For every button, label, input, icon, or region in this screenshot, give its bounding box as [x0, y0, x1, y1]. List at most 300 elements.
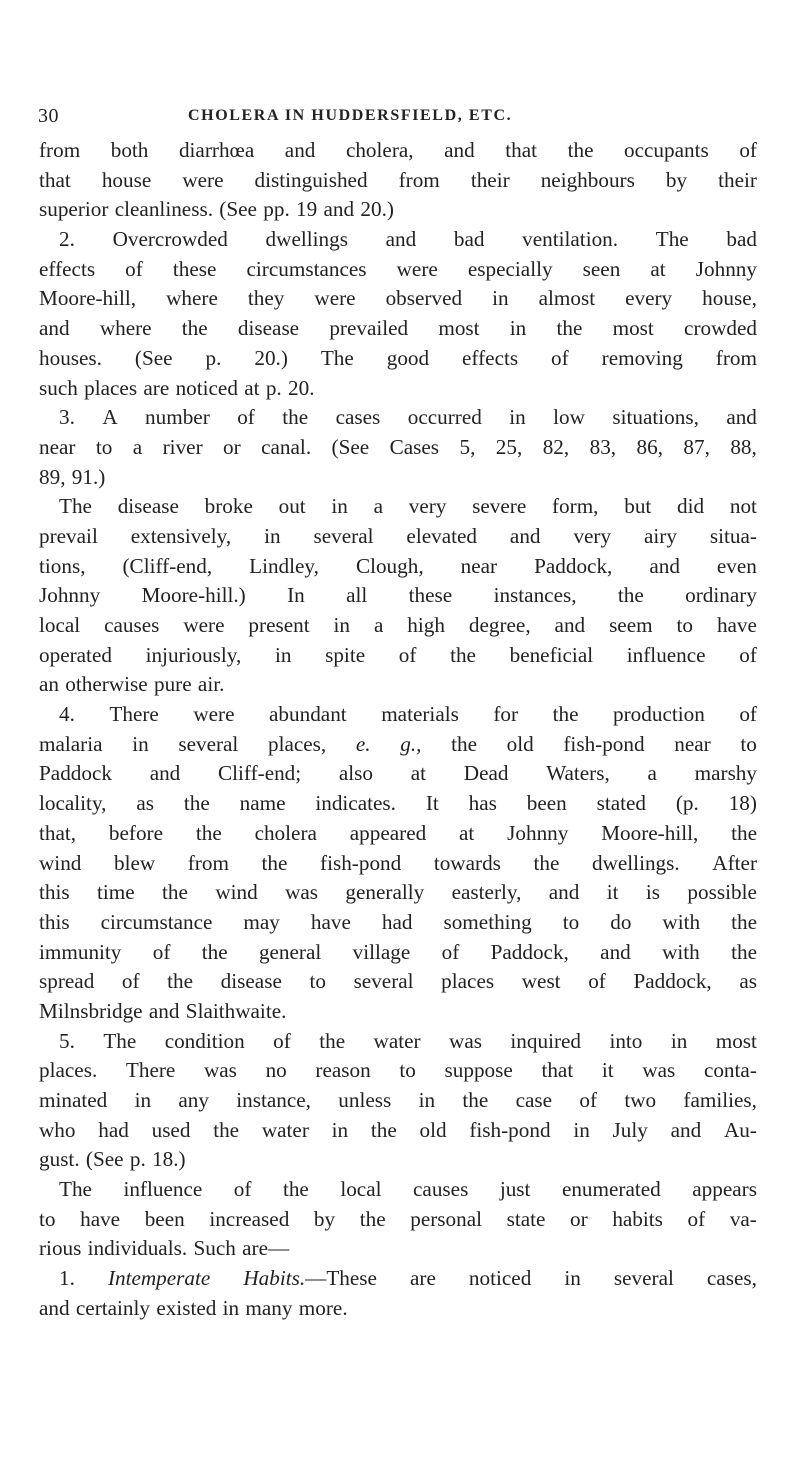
word: fish-pond: [320, 850, 402, 875]
page-header: [0, 104, 800, 128]
word: ordinary: [685, 583, 757, 608]
word: the: [181, 316, 208, 341]
word: near: [39, 434, 76, 459]
word: 87,: [683, 434, 710, 459]
word: are: [410, 1266, 436, 1291]
word: and: [649, 553, 680, 578]
word: where: [99, 316, 152, 341]
word: of: [441, 939, 460, 964]
word: situations,: [612, 405, 699, 430]
word: been: [144, 1206, 185, 1231]
word: towards: [433, 850, 501, 875]
word: families,: [683, 1088, 757, 1112]
text-line: [39, 641, 757, 671]
word: the: [731, 909, 757, 934]
word: that: [541, 1058, 574, 1083]
word: case: [515, 1088, 553, 1112]
word: ventilation.: [522, 227, 619, 252]
word: There: [109, 702, 159, 727]
word: just: [499, 1177, 531, 1202]
word: e.: [355, 731, 371, 756]
word: influence: [626, 642, 706, 667]
text-line: [39, 433, 757, 463]
text-line: [39, 255, 757, 285]
word: malaria: [39, 731, 103, 756]
word: gust.: [39, 1147, 80, 1172]
word: removing: [601, 345, 683, 370]
word: were: [182, 167, 224, 192]
word: Overcrowded: [112, 227, 228, 252]
word: two: [624, 1088, 657, 1112]
word: and: [385, 227, 417, 252]
word: tions,: [39, 553, 86, 578]
text-line: [39, 611, 757, 641]
word: at: [410, 761, 427, 786]
word: not: [729, 494, 757, 519]
text-line: [39, 225, 757, 255]
word: Cases: [389, 434, 440, 459]
word: superior: [39, 197, 109, 222]
text-line: [39, 463, 757, 493]
word: from: [39, 138, 81, 162]
word: minated: [39, 1088, 108, 1112]
word: this: [39, 909, 70, 934]
word: with: [662, 939, 700, 964]
running-head: CHOLERA IN HUDDERSFIELD, ETC.: [188, 107, 513, 124]
word: locality,: [39, 791, 107, 816]
word: old: [419, 1117, 447, 1142]
word: it: [606, 880, 619, 905]
word: condition: [164, 1028, 245, 1053]
word: no: [265, 1058, 287, 1083]
word: fish-pond: [469, 1117, 551, 1142]
word: 20.): [254, 345, 288, 370]
word: seem: [609, 613, 653, 637]
word: in: [564, 1266, 581, 1291]
word: Habits.—These: [243, 1266, 377, 1291]
word: situa-: [709, 523, 757, 548]
word: marshy: [694, 761, 757, 786]
word: crowded: [684, 316, 757, 341]
word: and: [509, 523, 541, 548]
word: in: [331, 494, 348, 519]
text-line: [39, 849, 757, 879]
text-line: [39, 403, 757, 433]
text-line: [39, 1086, 757, 1116]
word: wind: [39, 850, 82, 875]
word: elevated: [406, 523, 477, 548]
word: beneficial: [509, 642, 594, 667]
word: the: [552, 702, 579, 727]
word: present: [248, 613, 310, 637]
word: 83,: [589, 434, 617, 459]
word: extensively,: [130, 523, 232, 548]
word: pure: [153, 672, 192, 697]
word: to: [309, 969, 326, 994]
word: the: [451, 731, 477, 756]
word: near: [460, 553, 498, 578]
word: Johnny: [507, 820, 569, 845]
word: were: [193, 702, 235, 727]
word: was: [285, 880, 319, 905]
word: inquired: [510, 1028, 582, 1053]
word: in: [670, 1028, 688, 1053]
word: p.: [129, 1147, 146, 1172]
word: habits: [612, 1206, 663, 1231]
word: broke: [204, 494, 253, 519]
word: circumstances: [246, 256, 367, 281]
word: these: [172, 256, 217, 281]
text-line: [39, 522, 757, 552]
word: water: [373, 1028, 421, 1053]
page-number: 30: [38, 105, 59, 127]
word: easterly,: [451, 880, 522, 905]
word: 88,: [730, 434, 757, 459]
text-line: [39, 938, 757, 968]
word: of: [588, 969, 606, 994]
word: in: [274, 642, 292, 667]
word: of: [237, 405, 255, 430]
word: the: [183, 791, 210, 816]
word: and: [284, 138, 316, 162]
word: in: [509, 316, 527, 341]
word: of: [273, 1028, 291, 1053]
word: the: [162, 880, 188, 905]
word: enumerated: [561, 1177, 661, 1202]
word: instance,: [236, 1088, 311, 1112]
word: noticed: [468, 1266, 532, 1291]
word: suppose: [444, 1058, 513, 1083]
word: that: [39, 167, 71, 192]
word: several: [353, 969, 414, 994]
word: in: [573, 1117, 590, 1142]
word: were: [314, 286, 356, 311]
word: at: [244, 375, 260, 400]
word: wind: [215, 880, 258, 905]
text-line: [39, 581, 757, 611]
word: to: [676, 613, 694, 637]
word: high: [407, 613, 445, 637]
word: materials: [381, 702, 459, 727]
word: air.: [197, 672, 225, 697]
word: of: [579, 1088, 598, 1112]
text-line: [39, 1175, 757, 1205]
word: Au-: [723, 1117, 757, 1142]
word: as: [136, 791, 154, 816]
word: to: [740, 731, 757, 756]
word: was: [203, 1058, 237, 1083]
word: in: [331, 1117, 349, 1142]
word: Cliff-end;: [218, 761, 302, 786]
word: both: [110, 138, 149, 162]
word: by: [313, 1206, 336, 1231]
word: 25,: [495, 434, 523, 459]
word: and: [444, 138, 475, 162]
word: and: [39, 1295, 70, 1320]
word: (p.: [675, 791, 699, 816]
word: 5.: [59, 1028, 75, 1053]
word: injuriously,: [145, 642, 242, 667]
word: 4.: [59, 702, 75, 727]
word: of: [121, 969, 140, 994]
text-line: [39, 1027, 757, 1057]
word: old: [506, 731, 534, 756]
word: that,: [39, 820, 77, 845]
word: were: [183, 613, 225, 637]
word: they: [247, 286, 285, 311]
word: of: [739, 642, 757, 667]
word: disease: [220, 969, 282, 994]
word: 89,: [39, 464, 66, 489]
word: g.,: [400, 731, 422, 756]
word: to: [562, 909, 580, 934]
word: even: [716, 553, 757, 578]
word: was: [449, 1028, 482, 1053]
word: have: [310, 909, 351, 934]
text-line: [39, 908, 757, 938]
word: in: [132, 731, 149, 756]
word: out: [278, 494, 306, 519]
word: did: [677, 494, 705, 519]
word: several: [313, 523, 374, 548]
word: most: [715, 1028, 757, 1053]
text-line: [39, 1264, 757, 1294]
word: a: [373, 494, 384, 519]
word: Dead: [463, 761, 509, 786]
word: (See: [134, 345, 173, 370]
word: stated: [596, 791, 647, 816]
word: (See: [85, 1147, 124, 1172]
word: individuals.: [87, 1236, 188, 1261]
word: and: [39, 316, 70, 341]
word: possible: [687, 880, 757, 905]
word: general: [258, 939, 322, 964]
word: cholera: [254, 820, 317, 845]
word: has: [468, 791, 497, 816]
word: disease: [237, 316, 300, 341]
word: to: [39, 1206, 56, 1231]
word: or: [223, 434, 241, 459]
word: more.: [298, 1295, 348, 1320]
word: the: [359, 1206, 386, 1231]
word: west: [521, 969, 561, 994]
word: appeared: [349, 820, 427, 845]
word: cholera,: [345, 138, 414, 162]
word: the: [195, 820, 222, 845]
word: of: [739, 702, 757, 727]
text-line: [39, 136, 757, 166]
word: prevailed: [329, 316, 409, 341]
word: of: [687, 1206, 706, 1231]
word: 2.: [59, 227, 75, 252]
word: degree,: [468, 613, 531, 637]
text-line: [39, 1056, 757, 1086]
word: of: [739, 138, 757, 162]
word: house,: [702, 286, 757, 311]
word: operated: [39, 642, 112, 667]
word: also: [338, 761, 374, 786]
word: their: [718, 167, 757, 192]
word: causes: [104, 613, 160, 637]
word: with: [662, 909, 701, 934]
word: used: [151, 1117, 191, 1142]
word: 1.: [59, 1266, 75, 1291]
word: Moore-hill,: [39, 286, 137, 311]
word: all: [346, 583, 368, 608]
word: fish-pond: [563, 731, 645, 756]
text-line: [39, 878, 757, 908]
word: p.: [205, 345, 222, 370]
word: and: [670, 1117, 702, 1142]
word: va-: [729, 1206, 757, 1231]
word: Waters,: [546, 761, 610, 786]
word: the: [450, 642, 476, 667]
word: for: [493, 702, 519, 727]
word: 91.): [71, 464, 106, 489]
word: occupants: [624, 138, 709, 162]
word: 86,: [636, 434, 663, 459]
word: had: [98, 1117, 129, 1142]
word: (See: [331, 434, 370, 459]
text-line: [39, 374, 757, 404]
word: indicates.: [315, 791, 396, 816]
word: the: [533, 850, 560, 875]
body-text: [39, 136, 757, 1324]
word: 19: [296, 197, 318, 222]
word: in: [333, 613, 351, 637]
word: influence: [123, 1177, 203, 1202]
text-line: [39, 314, 757, 344]
word: personal: [410, 1206, 482, 1231]
word: any: [178, 1088, 209, 1112]
word: state: [506, 1206, 546, 1231]
word: pp.: [263, 197, 290, 222]
text-line: [39, 730, 757, 760]
word: a: [132, 434, 143, 459]
word: 3.: [59, 405, 75, 430]
word: circumstance: [100, 909, 213, 934]
word: 20.): [360, 197, 394, 222]
text-line: [39, 1234, 757, 1264]
word: the: [282, 405, 309, 430]
word: before: [108, 820, 164, 845]
word: Such: [193, 1236, 236, 1261]
word: bad: [453, 227, 485, 252]
word: a: [647, 761, 657, 786]
word: effects: [462, 345, 519, 370]
word: dwellings: [265, 227, 348, 252]
word: the: [731, 939, 757, 964]
word: an: [39, 672, 59, 697]
word: in: [492, 286, 509, 311]
word: the: [567, 138, 594, 162]
word: every: [625, 286, 673, 311]
word: the: [282, 1177, 309, 1202]
word: observed: [385, 286, 463, 311]
word: The: [103, 1028, 137, 1053]
word: generally: [345, 880, 425, 905]
word: (Cliff-end,: [122, 553, 213, 578]
word: something: [443, 909, 532, 934]
word: There: [125, 1058, 176, 1083]
word: most: [612, 316, 654, 341]
word: of: [398, 642, 417, 667]
word: near: [674, 731, 711, 756]
word: otherwise: [65, 672, 148, 697]
text-line: [39, 1116, 757, 1146]
word: river: [162, 434, 203, 459]
word: at: [650, 256, 666, 281]
word: p.: [265, 375, 282, 400]
word: The: [655, 227, 689, 252]
word: but: [624, 494, 652, 519]
word: have: [716, 613, 757, 637]
word: places: [84, 375, 138, 400]
word: houses.: [39, 345, 102, 370]
word: occurred: [407, 405, 482, 430]
word: in: [418, 1088, 436, 1112]
word: Paddock,: [490, 939, 569, 964]
word: in: [222, 1295, 240, 1320]
word: of: [551, 345, 569, 370]
word: in: [264, 523, 281, 548]
word: very: [408, 494, 447, 519]
word: 18): [728, 791, 757, 816]
word: do: [610, 909, 632, 934]
word: of: [125, 256, 143, 281]
word: local: [39, 613, 81, 637]
text-line: [39, 492, 757, 522]
word: these: [408, 583, 453, 608]
word: bad: [726, 227, 757, 252]
word: of: [233, 1177, 252, 1202]
text-line: [39, 700, 757, 730]
word: village: [352, 939, 411, 964]
word: places.: [39, 1058, 98, 1083]
word: Intemperate: [107, 1266, 211, 1291]
word: neighbours: [540, 167, 635, 192]
word: abundant: [269, 702, 347, 727]
text-line: [39, 166, 757, 196]
word: several: [178, 731, 239, 756]
word: Johnny: [695, 256, 757, 281]
word: almost: [538, 286, 596, 311]
word: especially: [467, 256, 553, 281]
word: distinguished: [254, 167, 368, 192]
word: the: [319, 1028, 346, 1053]
word: After: [712, 850, 757, 875]
text-line: [39, 967, 757, 997]
word: prevail: [39, 523, 98, 548]
word: and: [600, 939, 631, 964]
word: Milnsbridge: [39, 998, 143, 1023]
text-line: [39, 284, 757, 314]
word: reason: [315, 1058, 371, 1083]
word: have: [80, 1206, 121, 1231]
word: good: [386, 345, 430, 370]
word: existed: [156, 1295, 217, 1320]
word: into: [609, 1028, 643, 1053]
word: very: [573, 523, 612, 548]
word: places,: [267, 731, 327, 756]
word: canal.: [261, 434, 312, 459]
word: In: [287, 583, 305, 608]
word: water: [261, 1117, 309, 1142]
word: this: [39, 880, 70, 905]
word: from: [187, 850, 229, 875]
word: it: [601, 1058, 614, 1083]
word: are—: [242, 1236, 290, 1261]
